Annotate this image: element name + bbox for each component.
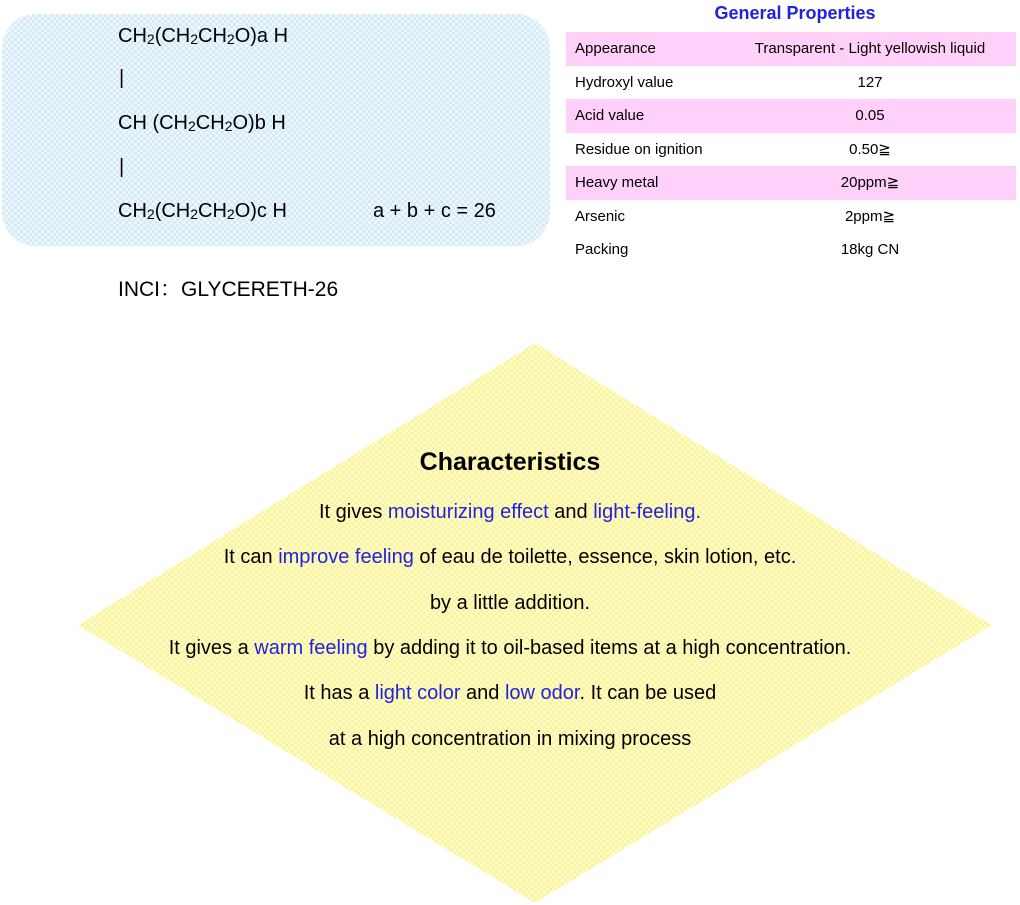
property-value: 0.05 — [855, 107, 885, 124]
property-value: Transparent - Light yellowish liquid — [754, 40, 986, 57]
property-row-appearance — [566, 32, 1016, 66]
property-row-heavy-metal — [566, 166, 1016, 200]
characteristics-title: Characteristics — [419, 448, 601, 476]
property-name: Packing — [575, 241, 629, 258]
characteristic-line-3: by a little addition. — [429, 592, 591, 614]
property-value: 20ppm≧ — [840, 174, 900, 191]
properties-title: General Properties — [714, 3, 876, 23]
property-value: 2ppm≧ — [844, 207, 896, 225]
property-value: 127 — [857, 73, 883, 91]
characteristic-line-4: It gives a warm feeling by adding it to oil-based items at a high concentration. — [168, 637, 852, 659]
characteristic-line-6: at a high concentration in mixing process — [328, 728, 692, 750]
formula-bond-2: | — [119, 156, 125, 178]
property-value: 18kg CN — [840, 241, 900, 258]
property-row-hydroxyl-value — [566, 66, 1016, 100]
characteristic-line-5: It has a light color and low odor. It can be used — [303, 682, 717, 704]
property-row-acid-value — [566, 99, 1016, 133]
property-name: Residue on ignition — [575, 140, 703, 158]
property-name: Heavy metal — [575, 174, 659, 191]
characteristic-line-2: It can improve feeling of eau de toilette, essence, skin lotion, etc. — [223, 546, 797, 568]
properties-table — [566, 32, 1016, 267]
formula-line-b: CH $(CH_2CH_2O)b$ H — [118, 112, 286, 134]
formula-line-a: $CH_2(CH_2CH_2O)a$ H — [118, 25, 289, 47]
property-row-packing — [566, 233, 1016, 267]
characteristic-line-1: It gives moisturizing effect and light-feeling. — [318, 501, 702, 523]
property-row-residue-on-ignition — [566, 133, 1016, 167]
formula-bond-1: | — [119, 67, 125, 89]
inci-name: INCI：GLYCERETH-26 — [118, 278, 339, 301]
property-name: Appearance — [575, 40, 656, 57]
property-name: Arsenic — [575, 207, 626, 225]
property-value: 0.50≧ — [849, 140, 891, 158]
property-name: Acid value — [575, 107, 645, 124]
property-row-arsenic — [566, 200, 1016, 234]
formula-equation: a + b + c = 26 — [373, 200, 496, 222]
formula-line-c: $CH_2(CH_2CH_2O)c$ H — [118, 200, 287, 222]
property-name: Hydroxyl value — [575, 73, 674, 91]
